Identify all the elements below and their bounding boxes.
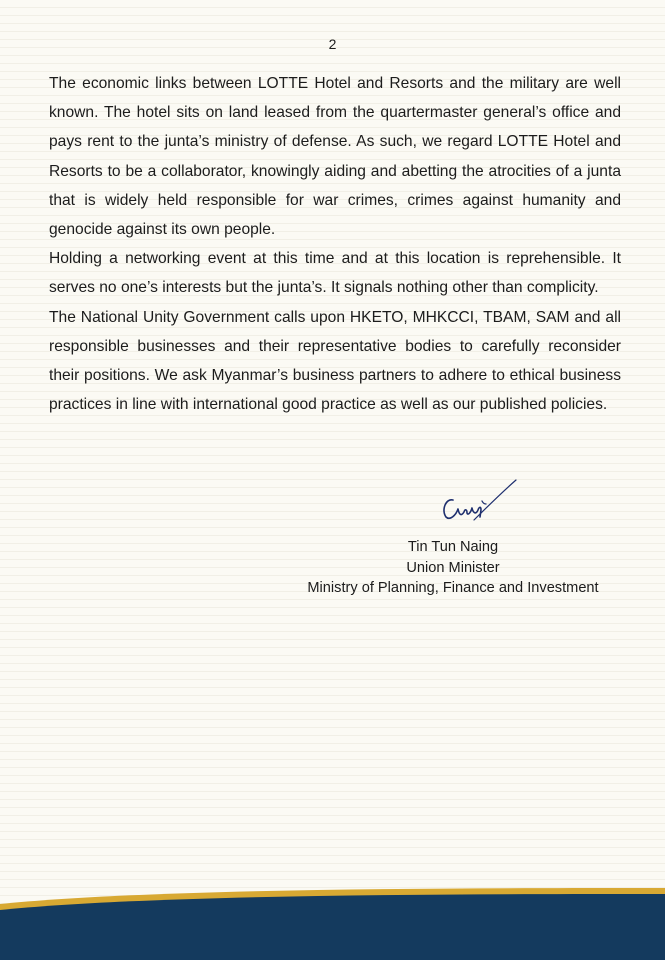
page-number: 2: [328, 36, 337, 52]
footer-wave-band: [0, 858, 665, 960]
signature-block: [288, 537, 618, 599]
paragraph-3: The National Unity Government calls upon HKETO, MHKCCI, TBAM, SAM and all responsible businesses and their representative bodies to carefully reconsider their positions. We ask Myanmar’s business partners to adhere to ethical business practices in line with international good practice as well as our published policies.: [49, 308, 621, 414]
handwritten-signature: [436, 476, 520, 528]
paragraph-2: Holding a networking event at this time and at this location is reprehensible. It serves no one’s interests but the junta’s. It signals nothing other than complicity.: [49, 250, 621, 297]
signatory-name: Tin Tun Naing: [407, 539, 499, 555]
paragraph-1: The economic links between LOTTE Hotel and Resorts and the military are well known. The hotel sits on land leased from the quartermaster general’s office and pays rent to the junta’s ministry of defense. As such, we regard LOTTE Hotel and Resorts to be a collaborator, knowingly aiding and abetting the atrocities of a junta that is widely held responsible for war crimes, crimes against humanity and genocide against its own people.: [49, 75, 621, 239]
signatory-title: Union Minister: [406, 559, 500, 576]
letter-body: [49, 69, 621, 419]
signatory-ministry: Ministry of Planning, Finance and Investment: [307, 580, 599, 597]
